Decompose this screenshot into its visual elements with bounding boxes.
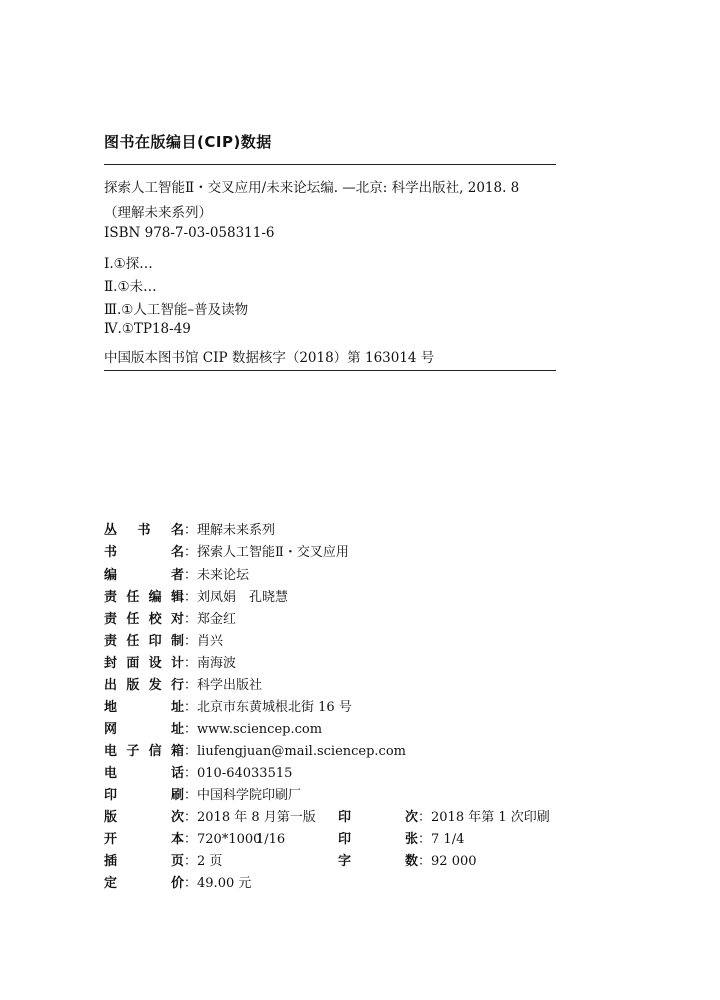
cip-bottom-rule [104,370,556,371]
meta-value: 科学出版社 [197,678,263,693]
meta-value: 010-64033515 [197,766,293,781]
meta-row-edition: 版次：2018 年 8 月第一版 印次 ：2018 年第 1 次印刷 [104,808,316,828]
cip-series-line: （理解未来系列） [104,205,212,221]
cip-subject-3: Ⅲ.①人工智能–普及读物 [104,302,249,318]
meta-row-cover-design: 封面设计：南海波 [104,654,236,674]
meta-row-phone: 电话：010-64033515 [104,764,292,784]
cip-subject-4: Ⅳ.①TP18-49 [104,321,191,337]
meta-row-plates: 插页：2 页 字数 ：92 000 [104,852,222,872]
meta-label: 电话 [104,766,184,781]
cip-title: 图书在版编目(CIP)数据 [104,133,272,151]
meta-label: 印刷 [104,788,184,803]
meta-extra: 1/16 [256,832,286,847]
meta-value: 南海波 [197,656,237,671]
meta-row-proofreader: 责任校对：郑金红 [104,610,236,630]
meta-label: 书名 [104,545,184,560]
meta-label: 地址 [104,700,184,715]
meta-value: 北京市东黄城根北街 16 号 [197,700,352,715]
meta-row-address: 地址：北京市东黄城根北街 16 号 [104,698,352,718]
meta-label: 责任印制 [104,634,184,649]
meta-label: 插页 [104,854,184,869]
meta-value: 2018 年 8 月第一版 [197,810,316,825]
meta-row-series: 丛书名：理解未来系列 [104,521,275,541]
cip-isbn: ISBN 978-7-03-058311-6 [104,225,275,241]
meta-value: 肖兴 [197,634,224,649]
meta-label: 出版发行 [104,678,184,693]
meta-value: 理解未来系列 [197,523,276,538]
meta-value: 探索人工智能Ⅱ・交叉应用 [197,545,349,560]
meta-value: 郑金红 [197,612,237,627]
meta-label: 责任编辑 [104,590,184,605]
cip-record-line: 探索人工智能Ⅱ・交叉应用/未来论坛编. —北京: 科学出版社, 2018. 8 [104,180,520,196]
meta-value: 刘凤娟 孔晓慧 [197,590,289,605]
meta-label: 丛书名 [104,523,184,538]
meta-row-responsible-editor: 责任编辑：刘凤娟 孔晓慧 [104,588,288,608]
meta-label: 编者 [104,568,184,583]
meta-label: 版次 [104,810,184,825]
meta-value: 720*1000 [197,832,262,847]
meta-row-price: 定价：49.00 元 [104,874,251,894]
meta-row-website: 网址：www.sciencep.com [104,720,322,740]
meta-label: 定价 [104,876,184,891]
meta-value: www.sciencep.com [197,722,323,737]
meta-label: 封面设计 [104,656,184,671]
meta-value: ：7 1/4 [418,832,465,847]
meta-value: 中国科学院印刷厂 [197,788,302,803]
meta-value: 49.00 元 [197,876,252,891]
meta-label: 字数 [338,854,418,869]
cip-subject-1: Ⅰ.①探… [104,256,153,272]
meta-label: 开本 [104,832,184,847]
meta-row-title: 书名：探索人工智能Ⅱ・交叉应用 [104,543,349,563]
meta-value: ：92 000 [418,854,477,869]
meta-label: 印张 [338,832,418,847]
cip-number: 中国版本图书馆 CIP 数据核字（2018）第 163014 号 [104,350,435,366]
meta-row-format: 开本：720*1000 1/16 印张 ：7 1/4 [104,830,261,850]
meta-row-publisher: 出版发行：科学出版社 [104,676,262,696]
meta-label: 责任校对 [104,612,184,627]
meta-value: 未来论坛 [197,568,250,583]
meta-row-printer: 印刷：中国科学院印刷厂 [104,786,301,806]
meta-row-printing-supervisor: 责任印制：肖兴 [104,632,223,652]
meta-label: 印次 [338,810,418,825]
meta-value: ：2018 年第 1 次印刷 [418,810,550,825]
meta-label: 电子信箱 [104,744,184,759]
meta-row-editor: 编者：未来论坛 [104,566,249,586]
cip-top-rule [104,164,556,165]
meta-label: 网址 [104,722,184,737]
cip-subject-2: Ⅱ.①未… [104,279,157,295]
meta-value: liufengjuan@mail.sciencep.com [197,744,406,759]
meta-row-email: 电子信箱：liufengjuan@mail.sciencep.com [104,742,406,762]
meta-value: 2 页 [197,854,223,869]
